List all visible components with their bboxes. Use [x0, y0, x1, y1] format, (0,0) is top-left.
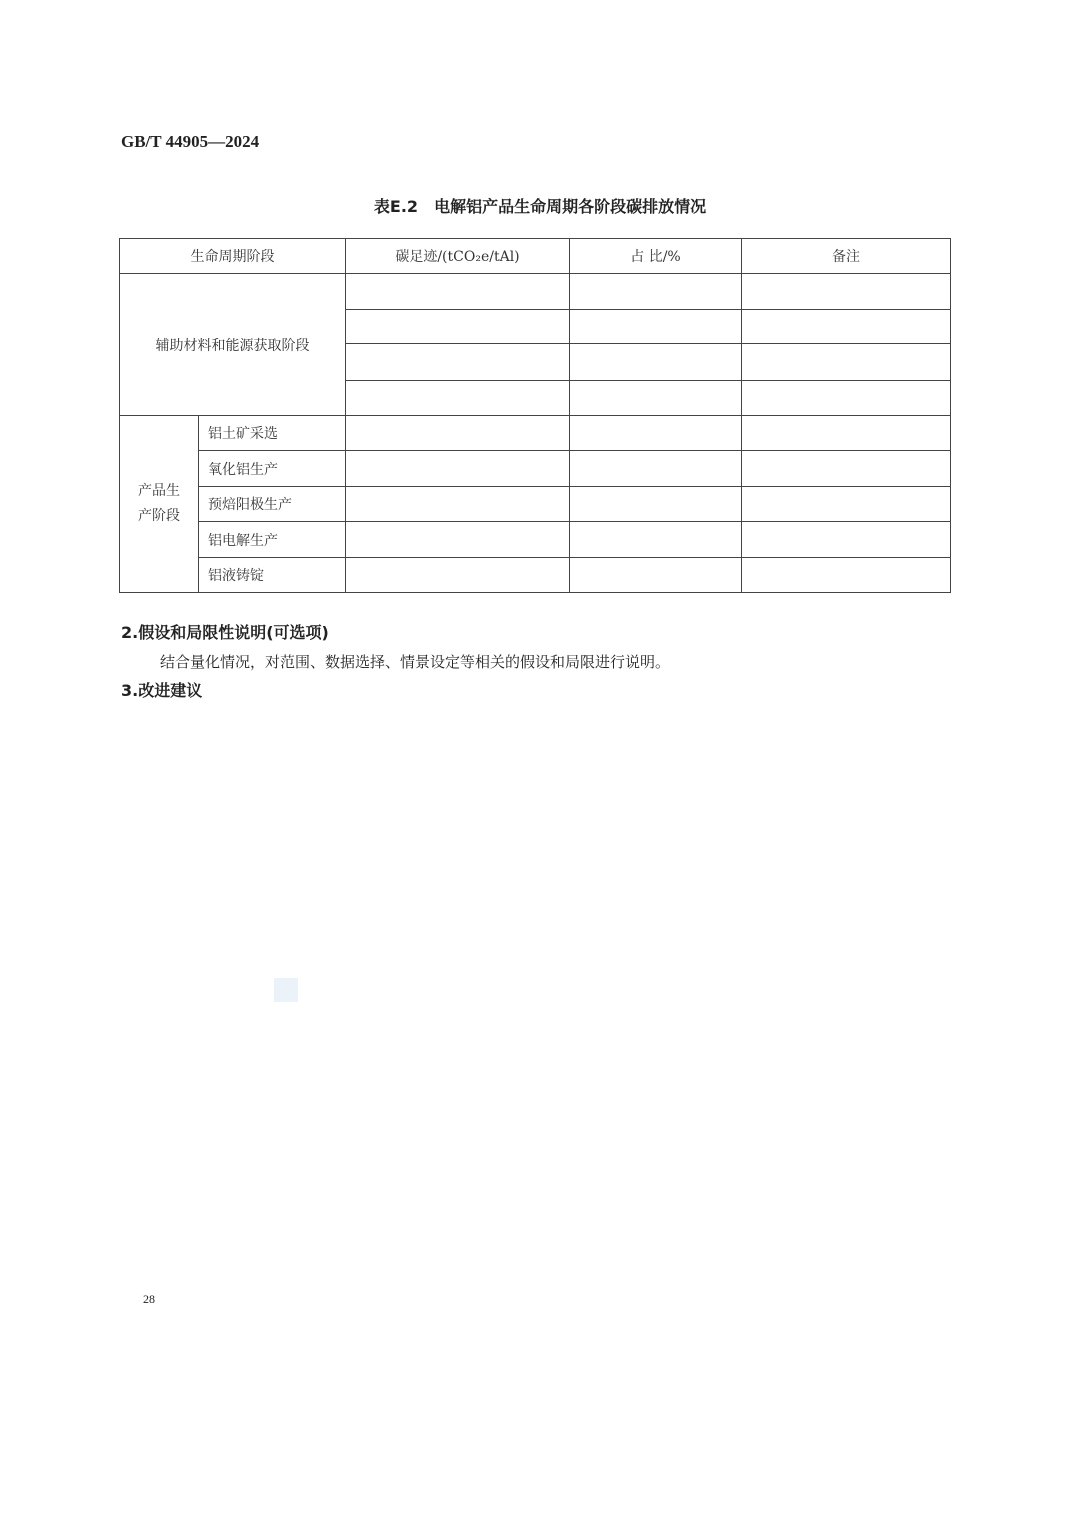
page-number: 28	[143, 1292, 155, 1306]
group-auxiliary: 辅助材料和能源获取阶段	[120, 274, 346, 416]
header-share: 占 比/%	[570, 239, 742, 274]
section-2-body: 结合量化情况，对范围、数据选择、情景设定等相关的假设和局限进行说明。	[160, 653, 671, 671]
stage-label: 氧化铝生产	[199, 451, 346, 487]
watermark-logo	[274, 978, 298, 1002]
table-row	[120, 558, 951, 593]
standard-number: GB/T 44905—2024	[121, 132, 260, 151]
carbon-emission-table	[119, 238, 951, 593]
stage-label: 预焙阳极生产	[199, 487, 346, 522]
table-row	[120, 522, 951, 558]
group-production: 产品生产阶段	[120, 416, 199, 593]
header-stage: 生命周期阶段	[120, 239, 346, 274]
table-row	[120, 416, 951, 451]
section-2-title: 2.假设和局限性说明(可选项)	[121, 623, 329, 642]
stage-label: 铝土矿采选	[199, 416, 346, 451]
table-row	[120, 451, 951, 487]
stage-label: 铝液铸锭	[199, 558, 346, 593]
table-row	[120, 274, 951, 310]
table-caption: 表E.2 电解铝产品生命周期各阶段碳排放情况	[373, 197, 707, 216]
stage-label: 铝电解生产	[199, 522, 346, 558]
header-footprint: 碳足迹/(tCO₂e/tAl)	[346, 239, 570, 274]
table-header-row	[120, 239, 951, 274]
header-remarks: 备注	[742, 239, 951, 274]
table-row	[120, 487, 951, 522]
section-3-title: 3.改进建议	[121, 681, 203, 700]
